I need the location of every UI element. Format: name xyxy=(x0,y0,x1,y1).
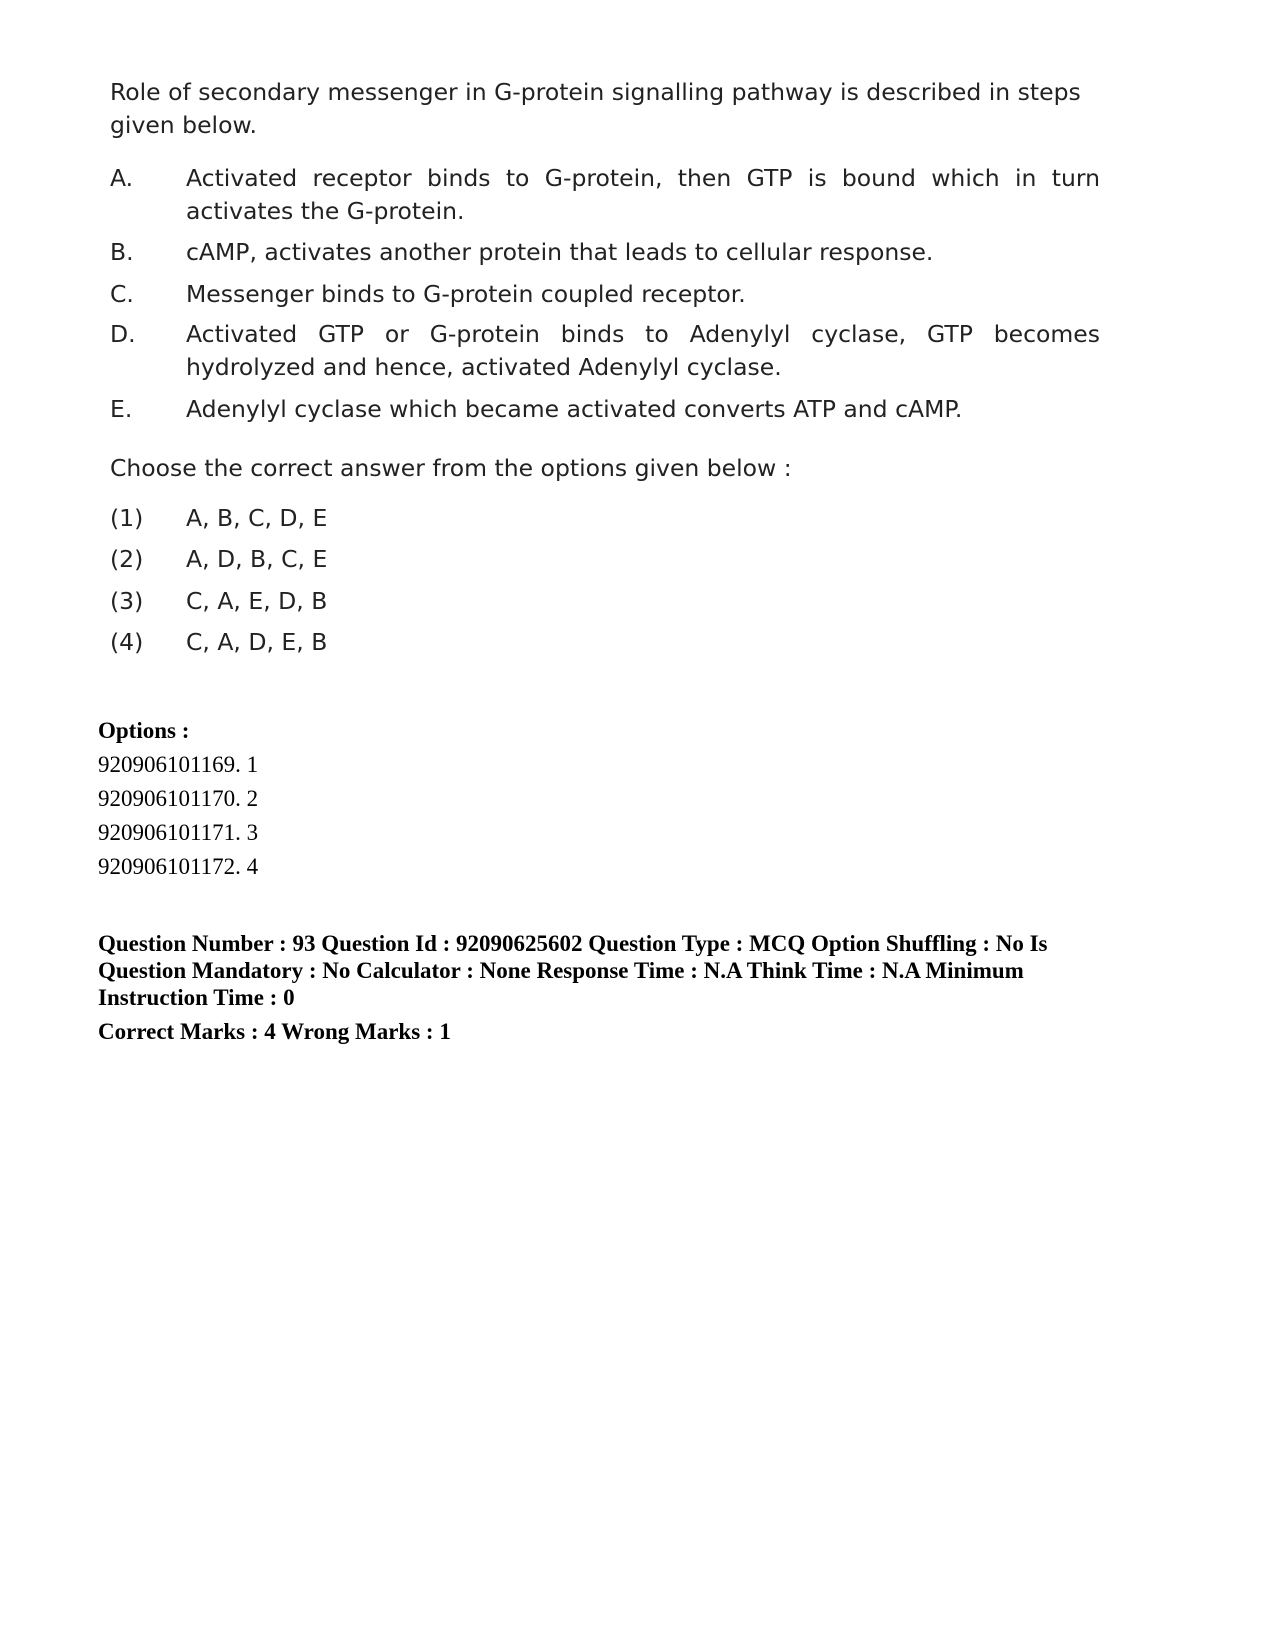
statement-key: C. xyxy=(110,280,134,308)
statement-e xyxy=(110,393,1110,426)
statement-text: Activated receptor binds to G-protein, then GTP is bound which in turn activates the G-protein. xyxy=(186,164,1100,225)
choice-key: (3) xyxy=(110,587,144,615)
next-question-block xyxy=(98,930,1198,1045)
question-image xyxy=(110,76,1110,659)
statement-text: Messenger binds to G-protein coupled receptor. xyxy=(186,280,746,308)
option-item: 920906101171. 3 xyxy=(98,820,259,845)
question-stem: Role of secondary messenger in G-protein signalling pathway is described in steps given below. xyxy=(110,78,1081,139)
statement-key: A. xyxy=(110,164,134,192)
option-item: 920906101169. 1 xyxy=(98,752,259,777)
statement-text: Adenylyl cyclase which became activated converts ATP and cAMP. xyxy=(186,395,963,423)
question-info: Question Number : 93 Question Id : 92090625602 Question Type : MCQ Option Shuffling : No Is Question Mandatory : No Calculator : None Response Time : N.A Think Time : N.A Minimum Instruction Time : 0 xyxy=(98,931,1048,1010)
statement-a xyxy=(110,162,1110,228)
statement-b xyxy=(110,236,1110,269)
question-marks: Correct Marks : 4 Wrong Marks : 1 xyxy=(98,1019,451,1044)
statement-d xyxy=(110,318,1110,384)
choice-list xyxy=(110,502,1110,659)
choice-key: (1) xyxy=(110,504,144,532)
choice-text: C, A, D, E, B xyxy=(186,628,328,656)
choice-1 xyxy=(110,502,1110,535)
statement-text: Activated GTP or G-protein binds to Adenylyl cyclase, GTP becomes hydrolyzed and hence, activated Adenylyl cyclase. xyxy=(186,320,1100,381)
choice-key: (4) xyxy=(110,628,144,656)
statement-list xyxy=(110,162,1110,426)
choice-3 xyxy=(110,585,1110,618)
option-item: 920906101172. 4 xyxy=(98,854,259,879)
choice-text: A, B, C, D, E xyxy=(186,504,328,532)
answer-instruction: Choose the correct answer from the options given below : xyxy=(110,454,792,482)
options-block xyxy=(98,714,1198,884)
statement-key: E. xyxy=(110,395,133,423)
option-item: 920906101170. 2 xyxy=(98,786,259,811)
options-heading: Options : xyxy=(98,718,190,743)
choice-text: C, A, E, D, B xyxy=(186,587,328,615)
choice-key: (2) xyxy=(110,545,144,573)
statement-key: B. xyxy=(110,238,134,266)
statement-c xyxy=(110,278,1110,311)
statement-text: cAMP, activates another protein that leads to cellular response. xyxy=(186,238,934,266)
choice-2 xyxy=(110,543,1110,576)
choice-4 xyxy=(110,626,1110,659)
choice-text: A, D, B, C, E xyxy=(186,545,328,573)
statement-key: D. xyxy=(110,320,136,348)
